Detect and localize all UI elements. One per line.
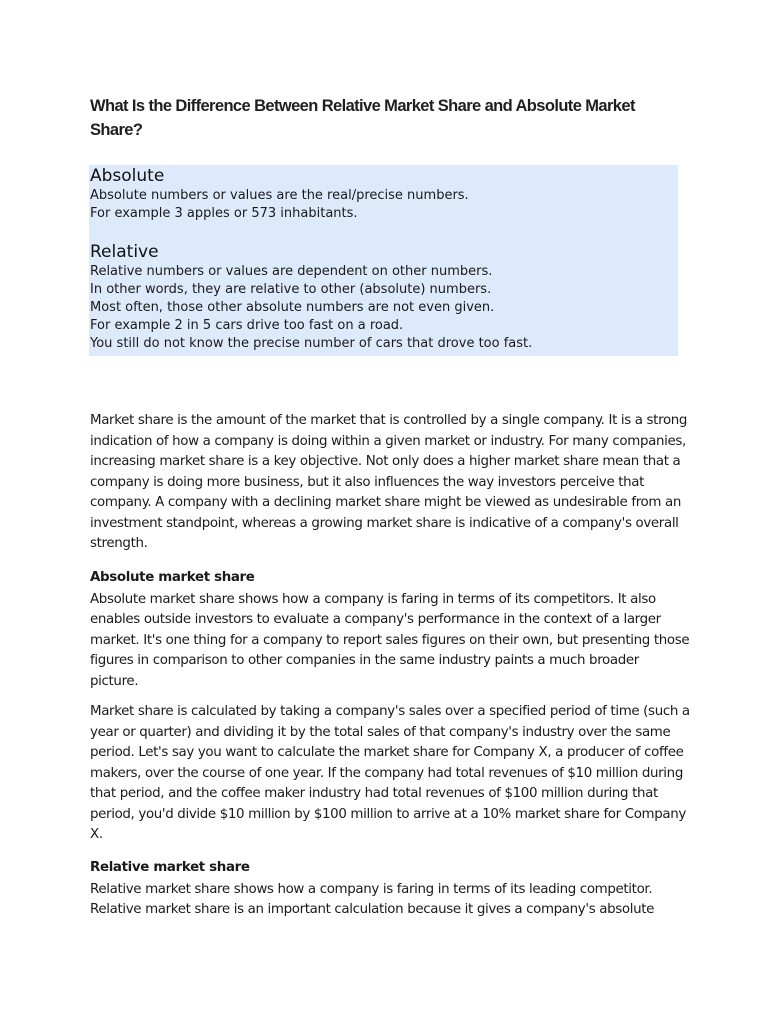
- relative-line: In other words, they are relative to other (absolute) numbers.: [90, 282, 492, 297]
- relative-line: You still do not know the precise number of cars that drove too fast.: [90, 336, 533, 351]
- relative-market-share-heading: Relative market share: [90, 860, 250, 875]
- relative-line: For example 2 in 5 cars drive too fast on a road.: [90, 318, 404, 333]
- relative-market-share-section: [90, 858, 690, 921]
- absolute-paragraph-1: Absolute market share shows how a company is faring in terms of its competitors. It also enables outside investors to evaluate a company's performance in the context of a larger market. It's one thing for a company to report sales figures on their own, but presenting those figures in comparison to other companies in the same industry paints a much broader picture.: [90, 591, 690, 689]
- absolute-paragraph-2: Market share is calculated by taking a company's sales over a specified period of time (such a year or quarter) and dividing it by the total sales of that company's industry over the same period. Let's say you want to calculate the market share for Company X, a producer of coffee makers, over the course of one year. If the company had total revenues of $10 million during that period, and the coffee maker industry had total revenues of $100 million during that period, you'd divide $10 million by $100 million to arrive at a 10% market share for Company X.: [90, 704, 690, 842]
- absolute-line: For example 3 apples or 573 inhabitants.: [90, 206, 358, 221]
- relative-line: Most often, those other absolute numbers are not even given.: [90, 300, 495, 315]
- page-title: What Is the Difference Between Relative Market Share and Absolute Market Share?: [90, 97, 635, 139]
- relative-heading: Relative: [90, 242, 159, 262]
- relative-line: Relative numbers or values are dependent on other numbers.: [90, 264, 493, 279]
- intro-paragraph: Market share is the amount of the market that is controlled by a single company. It is a strong indication of how a company is doing within a given market or industry. For many companies, increasing market share is a key objective. Not only does a higher market share mean that a company is doing more business, but it also influences the way investors perceive that company. A company with a declining market share might be viewed as undesirable from an investment standpoint, whereas a growing market share is indicative of a company's overall strength.: [90, 413, 688, 551]
- absolute-heading: Absolute: [90, 166, 165, 186]
- absolute-market-share-section: [90, 568, 690, 692]
- absolute-market-share-heading: Absolute market share: [90, 570, 255, 585]
- absolute-line: Absolute numbers or values are the real/precise numbers.: [90, 188, 469, 203]
- relative-paragraph-1: Relative market share shows how a company is faring in terms of its leading competitor. Relative market share is an important calculation because it gives a company's absolute: [90, 881, 655, 917]
- definition-box: [89, 165, 678, 356]
